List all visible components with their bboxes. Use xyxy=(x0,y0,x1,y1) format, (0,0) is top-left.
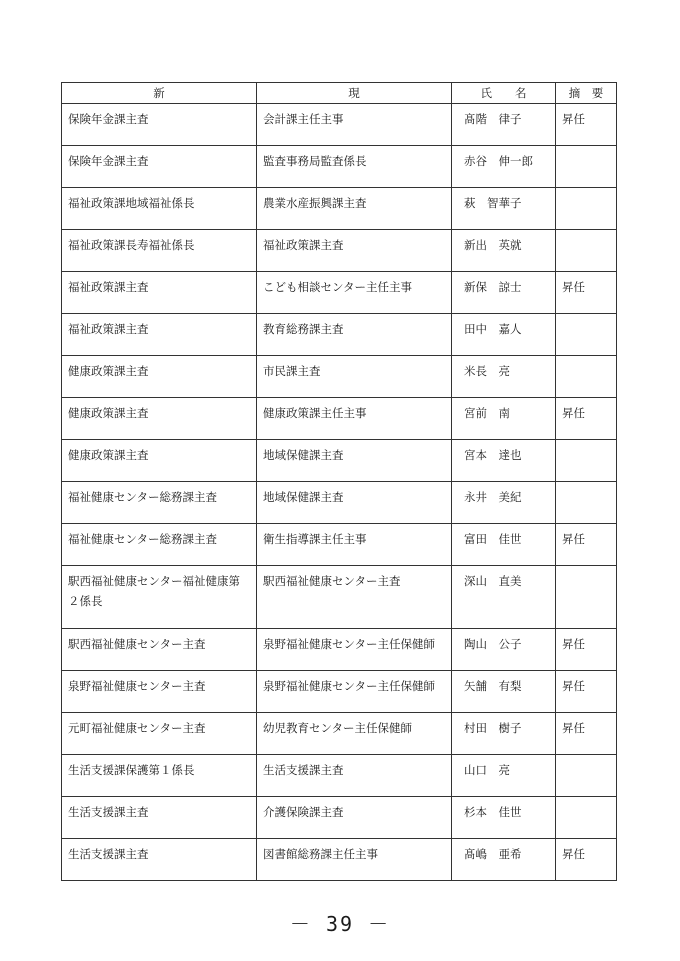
new-position-cell-text: 泉野福祉健康センター主査 xyxy=(68,679,206,693)
new-position-cell-text: 健康政策課主査 xyxy=(68,364,149,378)
new-position-cell-text: 福祉健康センター総務課主査 xyxy=(68,532,218,546)
current-position-cell xyxy=(257,797,452,839)
note-cell-text: 昇任 xyxy=(562,406,585,420)
current-position-cell-text: 市民課主査 xyxy=(263,364,321,378)
note-cell xyxy=(556,482,617,524)
header-current: 現 xyxy=(257,83,452,104)
table-row xyxy=(62,524,617,566)
current-position-cell-text: 泉野福祉健康センター主任保健師 xyxy=(263,679,436,693)
name-cell xyxy=(452,629,556,671)
note-cell xyxy=(556,188,617,230)
table-row xyxy=(62,440,617,482)
current-position-cell-text: 泉野福祉健康センター主任保健師 xyxy=(263,637,436,651)
new-position-cell xyxy=(62,524,257,566)
current-position-cell-text: 会計課主任主事 xyxy=(263,112,344,126)
name-cell-text: 髙嶋 亜希 xyxy=(464,847,522,861)
note-cell xyxy=(556,314,617,356)
new-position-cell xyxy=(62,188,257,230)
new-position-cell xyxy=(62,440,257,482)
note-cell-text: 昇任 xyxy=(562,280,585,294)
table-row xyxy=(62,398,617,440)
name-cell xyxy=(452,146,556,188)
current-position-cell-text: こども相談センター主任主事 xyxy=(263,280,413,294)
new-position-cell xyxy=(62,671,257,713)
table-row xyxy=(62,230,617,272)
name-cell xyxy=(452,104,556,146)
current-position-cell-text: 生活支援課主査 xyxy=(263,763,344,777)
new-position-cell xyxy=(62,482,257,524)
current-position-cell xyxy=(257,524,452,566)
new-position-cell xyxy=(62,629,257,671)
new-position-cell xyxy=(62,230,257,272)
current-position-cell xyxy=(257,440,452,482)
new-position-cell-text: 生活支援課主査 xyxy=(68,847,149,861)
new-position-cell xyxy=(62,314,257,356)
header-row xyxy=(62,83,617,104)
current-position-cell-text: 駅西福祉健康センター主査 xyxy=(263,574,401,588)
note-cell xyxy=(556,566,617,629)
table-row xyxy=(62,188,617,230)
name-cell xyxy=(452,839,556,881)
current-position-cell-text: 衛生指導課主任主事 xyxy=(263,532,367,546)
name-cell-text: 新保 諒士 xyxy=(464,280,522,294)
note-cell xyxy=(556,797,617,839)
name-cell-text: 深山 直美 xyxy=(464,574,522,588)
header-new: 新 xyxy=(62,83,257,104)
note-cell-text: 昇任 xyxy=(562,112,585,126)
current-position-cell-text: 福祉政策課主査 xyxy=(263,238,344,252)
new-position-cell xyxy=(62,356,257,398)
note-cell xyxy=(556,104,617,146)
current-position-cell-text: 幼児教育センター主任保健師 xyxy=(263,721,413,735)
name-cell xyxy=(452,230,556,272)
name-cell xyxy=(452,797,556,839)
new-position-cell-text: 福祉政策課主査 xyxy=(68,322,149,336)
current-position-cell xyxy=(257,188,452,230)
new-position-cell-text: 駅西福祉健康センター福祉健康第２係長 xyxy=(68,574,241,608)
name-cell-text: 宮本 達也 xyxy=(464,448,522,462)
header-name: 氏 名 xyxy=(452,83,556,104)
new-position-cell-text: 生活支援課保護第１係長 xyxy=(68,763,195,777)
table-row xyxy=(62,755,617,797)
new-position-cell xyxy=(62,566,257,629)
table-row xyxy=(62,629,617,671)
name-cell-text: 村田 樹子 xyxy=(464,721,522,735)
note-cell-text: 昇任 xyxy=(562,532,585,546)
new-position-cell xyxy=(62,146,257,188)
note-cell xyxy=(556,713,617,755)
table-row xyxy=(62,713,617,755)
current-position-cell-text: 介護保険課主査 xyxy=(263,805,344,819)
table-row xyxy=(62,671,617,713)
new-position-cell xyxy=(62,398,257,440)
current-position-cell xyxy=(257,713,452,755)
new-position-cell-text: 健康政策課主査 xyxy=(68,406,149,420)
note-cell xyxy=(556,146,617,188)
new-position-cell xyxy=(62,839,257,881)
current-position-cell xyxy=(257,629,452,671)
new-position-cell-text: 福祉政策課長寿福祉係長 xyxy=(68,238,195,252)
note-cell xyxy=(556,671,617,713)
current-position-cell xyxy=(257,230,452,272)
current-position-cell-text: 地域保健課主査 xyxy=(263,490,344,504)
note-cell xyxy=(556,839,617,881)
new-position-cell xyxy=(62,272,257,314)
name-cell xyxy=(452,440,556,482)
current-position-cell xyxy=(257,146,452,188)
personnel-table xyxy=(61,82,617,881)
name-cell-text: 矢舗 有梨 xyxy=(464,679,522,693)
current-position-cell xyxy=(257,356,452,398)
name-cell-text: 髙階 律子 xyxy=(464,112,522,126)
new-position-cell-text: 福祉政策課主査 xyxy=(68,280,149,294)
note-cell xyxy=(556,230,617,272)
new-position-cell-text: 駅西福祉健康センター主査 xyxy=(68,637,206,651)
name-cell-text: 宮前 南 xyxy=(464,406,510,420)
name-cell-text: 陶山 公子 xyxy=(464,637,522,651)
name-cell-text: 米長 亮 xyxy=(464,364,510,378)
table-row xyxy=(62,839,617,881)
name-cell xyxy=(452,524,556,566)
name-cell xyxy=(452,188,556,230)
new-position-cell-text: 保険年金課主査 xyxy=(68,112,149,126)
new-position-cell xyxy=(62,713,257,755)
page-number: － 39 － xyxy=(289,912,391,936)
note-cell xyxy=(556,524,617,566)
header-note: 摘 要 xyxy=(556,83,617,104)
name-cell xyxy=(452,314,556,356)
current-position-cell xyxy=(257,398,452,440)
table-row xyxy=(62,104,617,146)
note-cell xyxy=(556,356,617,398)
note-cell xyxy=(556,272,617,314)
current-position-cell-text: 健康政策課主任主事 xyxy=(263,406,367,420)
name-cell-text: 山口 亮 xyxy=(464,763,510,777)
current-position-cell-text: 図書館総務課主任主事 xyxy=(263,847,378,861)
current-position-cell xyxy=(257,671,452,713)
note-cell xyxy=(556,755,617,797)
name-cell xyxy=(452,272,556,314)
name-cell xyxy=(452,398,556,440)
new-position-cell xyxy=(62,104,257,146)
note-cell-text: 昇任 xyxy=(562,847,585,861)
name-cell xyxy=(452,755,556,797)
name-cell-text: 赤谷 伸一郎 xyxy=(464,154,533,168)
note-cell xyxy=(556,398,617,440)
new-position-cell xyxy=(62,797,257,839)
new-position-cell-text: 元町福祉健康センター主査 xyxy=(68,721,206,735)
note-cell-text: 昇任 xyxy=(562,721,585,735)
name-cell-text: 新出 英就 xyxy=(464,238,522,252)
name-cell-text: 永井 美紀 xyxy=(464,490,522,504)
table-row xyxy=(62,797,617,839)
current-position-cell xyxy=(257,272,452,314)
new-position-cell-text: 健康政策課主査 xyxy=(68,448,149,462)
name-cell xyxy=(452,356,556,398)
table-row xyxy=(62,272,617,314)
table-row xyxy=(62,314,617,356)
current-position-cell-text: 農業水産振興課主査 xyxy=(263,196,367,210)
current-position-cell xyxy=(257,566,452,629)
current-position-cell xyxy=(257,104,452,146)
new-position-cell-text: 福祉健康センター総務課主査 xyxy=(68,490,218,504)
current-position-cell-text: 教育総務課主査 xyxy=(263,322,344,336)
name-cell-text: 田中 嘉人 xyxy=(464,322,522,336)
current-position-cell xyxy=(257,839,452,881)
name-cell xyxy=(452,482,556,524)
note-cell xyxy=(556,440,617,482)
new-position-cell-text: 生活支援課主査 xyxy=(68,805,149,819)
note-cell-text: 昇任 xyxy=(562,679,585,693)
name-cell xyxy=(452,713,556,755)
note-cell-text: 昇任 xyxy=(562,637,585,651)
new-position-cell xyxy=(62,755,257,797)
table-row xyxy=(62,146,617,188)
name-cell-text: 富田 佳世 xyxy=(464,532,522,546)
current-position-cell xyxy=(257,755,452,797)
current-position-cell-text: 監査事務局監査係長 xyxy=(263,154,367,168)
current-position-cell-text: 地域保健課主査 xyxy=(263,448,344,462)
name-cell xyxy=(452,566,556,629)
current-position-cell xyxy=(257,482,452,524)
note-cell xyxy=(556,629,617,671)
new-position-cell-text: 保険年金課主査 xyxy=(68,154,149,168)
name-cell xyxy=(452,671,556,713)
name-cell-text: 杉本 佳世 xyxy=(464,805,522,819)
new-position-cell-text: 福祉政策課地域福祉係長 xyxy=(68,196,195,210)
table-row xyxy=(62,482,617,524)
table-row xyxy=(62,356,617,398)
table-row xyxy=(62,566,617,629)
current-position-cell xyxy=(257,314,452,356)
name-cell-text: 萩 智華子 xyxy=(464,196,522,210)
